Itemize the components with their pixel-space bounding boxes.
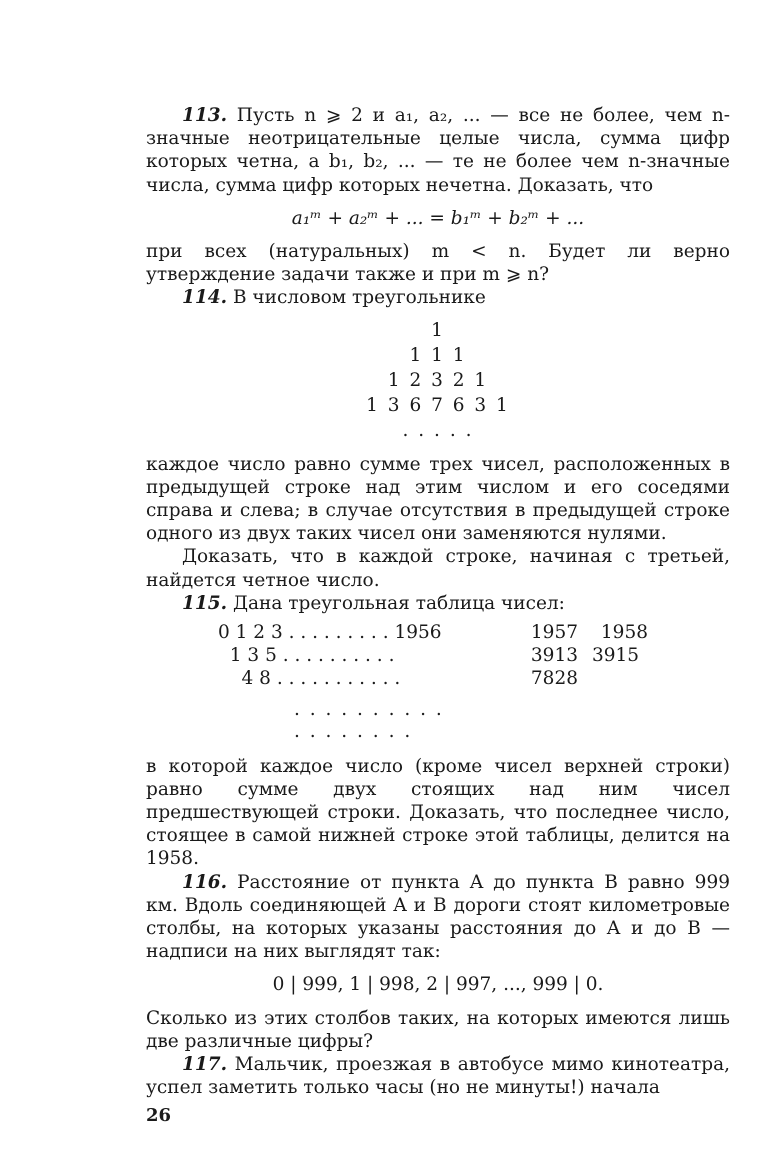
problem-number: 115. (182, 592, 228, 614)
number-triangle (146, 318, 730, 443)
problem-text: Пусть n ⩾ 2 и a₁, a₂, ... — все не более, чем n-значные неотрицательные целые числа, сумма цифр которых четна, а b₁, b₂, ... — те не более чем n-значные числа, сумма цифр которых нечетна. Доказать, что (146, 105, 730, 196)
table-row (218, 621, 648, 644)
table-cell: 3913 (530, 645, 578, 667)
problem-113-continuation: при всех (натуральных) m < n. Будет ли верно утверждение задачи также и при m ⩾ n? (146, 241, 730, 286)
problem-116-question: Сколько из этих столбов таких, на которых имеются лишь две различные цифры? (146, 1007, 730, 1052)
formula-113: a₁ᵐ + a₂ᵐ + ... = b₁ᵐ + b₂ᵐ + ... (291, 207, 585, 229)
problem-114-body: каждое число равно сумме трех чисел, расположенных в предыдущей строке над этим числом и его соседями справа и слева; в случае отсутствия в предыдущей строке одного из двух таких чисел они заменяются нулями. (146, 453, 730, 545)
problem-114 (146, 286, 730, 309)
problem-number: 117. (182, 1054, 228, 1076)
page-content (146, 104, 730, 1100)
problem-text: В числовом треугольнике (227, 287, 486, 309)
table-cell: 1958 (600, 622, 648, 644)
table-cell: 1 3 5 . . . . . . . . . . (218, 645, 401, 667)
problem-number: 116. (182, 871, 228, 893)
table-dots-row: . . . . . . . . . . (294, 698, 444, 720)
table-row (218, 644, 648, 667)
triangle-row: 1 (431, 319, 445, 341)
problem-115 (146, 592, 730, 615)
problem-114-task: Доказать, что в каждой строке, начиная с третьей, найдется четное число. (146, 546, 730, 591)
triangle-row: 1 1 1 (409, 344, 467, 366)
table-dots-row: . . . . . . . . (294, 720, 413, 742)
problem-113 (146, 104, 730, 197)
table-cell: 3915 (592, 645, 640, 667)
problem-115-body: в которой каждое число (кроме чисел верхней строки) равно сумме двух стоящих над ним чисел предшествующей строки. Доказать, что последнее число, стоящее в самой нижней строке этой таблицы, делится на 1958. (146, 755, 730, 870)
post-labels-sequence: 0 | 999, 1 | 998, 2 | 997, ..., 999 | 0. (272, 974, 604, 996)
table-cell: 1957 (530, 622, 578, 644)
problem-116 (146, 871, 730, 964)
problem-number: 113. (182, 105, 228, 126)
number-table (218, 621, 648, 691)
problem-number: 114. (182, 287, 228, 309)
triangle-row: 1 3 6 7 6 3 1 (366, 394, 510, 416)
table-cell: 4 8 . . . . . . . . . . . (218, 668, 407, 690)
table-cell (578, 667, 648, 690)
triangle-row: . . . . . (402, 419, 474, 441)
problem-text: Дана треугольная таблица чисел: (227, 592, 565, 614)
table-cell: 7828 (530, 668, 578, 690)
problem-text: Расстояние от пункта A до пункта B равно 999 км. Вдоль соединяющей A и B дороги стоят километровые столбы, на которых указаны расстояния до A и до B — надписи на них выглядят так: (146, 871, 730, 963)
table-row (218, 667, 648, 690)
page-number: 26 (146, 1105, 172, 1126)
table-cell: 0 1 2 3 . . . . . . . . . 1956 (218, 622, 442, 644)
problem-117 (146, 1053, 730, 1099)
triangle-row: 1 2 3 2 1 (387, 369, 489, 391)
problem-text: Мальчик, проезжая в автобусе мимо кинотеатра, успел заметить только часы (но не минуты!) начала (146, 1054, 730, 1099)
